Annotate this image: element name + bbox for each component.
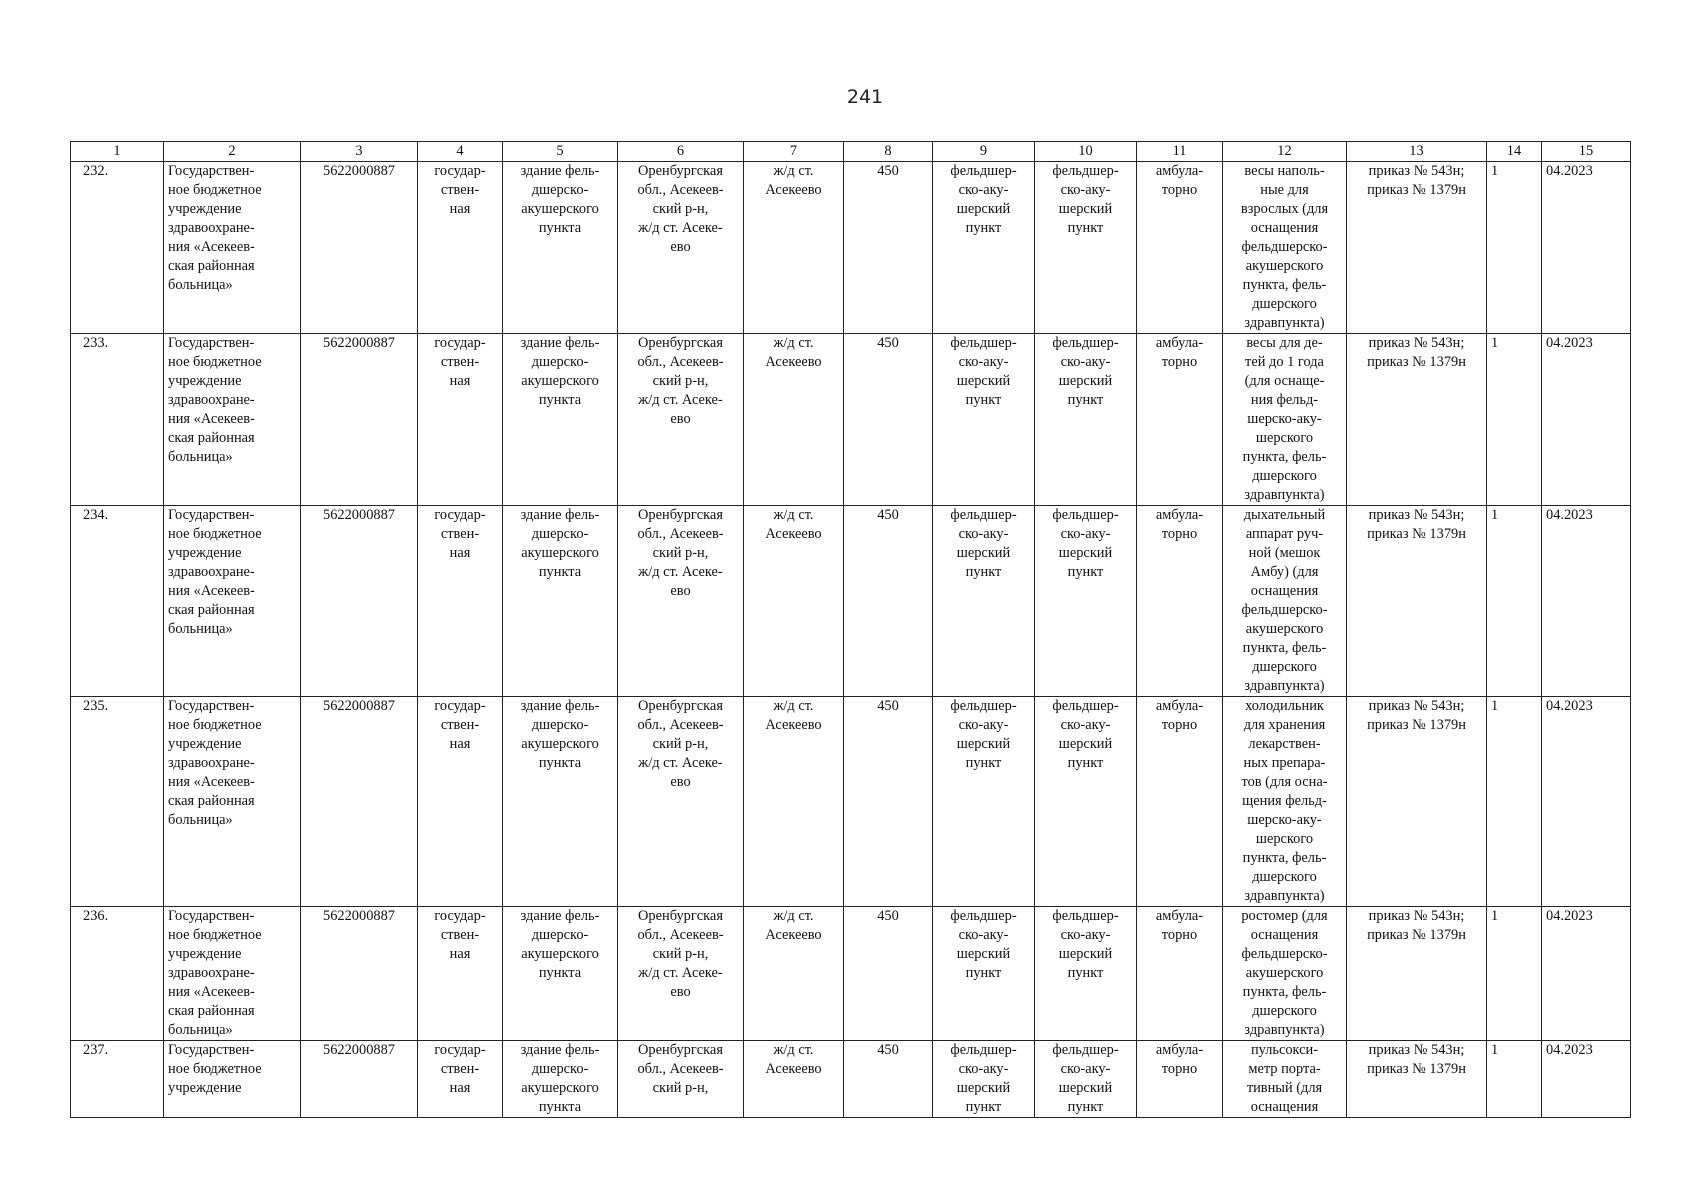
table-row [71, 697, 1631, 907]
organization-cell: Государствен- ное бюджетное учреждение здравоохране- ния «Асекеев- ская районная больница» [164, 506, 301, 697]
quantity-cell: 1 [1487, 1041, 1542, 1118]
location-cell: ж/д ст. Асекеево [744, 1041, 844, 1118]
row-number-cell: 235. [71, 697, 164, 907]
basis-cell: приказ № 543н; приказ № 1379н [1347, 334, 1487, 506]
register-body [71, 162, 1631, 1118]
address-cell: Оренбургская обл., Асекеев- ский р-н, [618, 1041, 744, 1118]
building-cell: здание фель- дшерско- акушерского пункта [503, 697, 618, 907]
location-cell: ж/д ст. Асекеево [744, 907, 844, 1041]
location-cell: ж/д ст. Асекеево [744, 697, 844, 907]
ownership-cell: государ- ствен- ная [418, 697, 503, 907]
quantity-cell: 1 [1487, 334, 1542, 506]
date-cell: 04.2023 [1542, 697, 1631, 907]
facility-name-cell: фельдшер- ско-аку- шерский пункт [1035, 506, 1137, 697]
building-cell: здание фель- дшерско- акушерского пункта [503, 506, 618, 697]
column-number: 10 [1035, 142, 1137, 162]
care-mode-cell: амбула- торно [1137, 907, 1223, 1041]
column-8-cell: 450 [844, 907, 933, 1041]
organization-cell: Государствен- ное бюджетное учреждение здравоохране- ния «Асекеев- ская районная больница» [164, 334, 301, 506]
inn-cell: 5622000887 [301, 1041, 418, 1118]
column-number: 14 [1487, 142, 1542, 162]
facility-name-cell: фельдшер- ско-аку- шерский пункт [1035, 697, 1137, 907]
organization-cell: Государствен- ное бюджетное учреждение здравоохране- ния «Асекеев- ская районная больница» [164, 907, 301, 1041]
quantity-cell: 1 [1487, 907, 1542, 1041]
column-number: 11 [1137, 142, 1223, 162]
equipment-cell: дыхательный аппарат руч- ной (мешок Амбу) (для оснащения фельдшерско- акушерского пункта, фель- дшерского здравпункта) [1223, 506, 1347, 697]
row-number-cell: 237. [71, 1041, 164, 1118]
date-cell: 04.2023 [1542, 506, 1631, 697]
location-cell: ж/д ст. Асекеево [744, 162, 844, 334]
facility-type-cell: фельдшер- ско-аку- шерский пункт [933, 1041, 1035, 1118]
basis-cell: приказ № 543н; приказ № 1379н [1347, 162, 1487, 334]
column-number: 6 [618, 142, 744, 162]
date-cell: 04.2023 [1542, 334, 1631, 506]
column-8-cell: 450 [844, 1041, 933, 1118]
table-row [71, 162, 1631, 334]
quantity-cell: 1 [1487, 506, 1542, 697]
quantity-cell: 1 [1487, 697, 1542, 907]
register-table [70, 141, 1631, 1118]
facility-type-cell: фельдшер- ско-аку- шерский пункт [933, 506, 1035, 697]
equipment-cell: холодильник для хранения лекарствен- ных препара- тов (для осна- щения фельд- шерско-аку- шерского пункта, фель- дшерского здравпункта) [1223, 697, 1347, 907]
column-number: 2 [164, 142, 301, 162]
column-number: 8 [844, 142, 933, 162]
ownership-cell: государ- ствен- ная [418, 162, 503, 334]
table-row [71, 506, 1631, 697]
column-number: 7 [744, 142, 844, 162]
facility-type-cell: фельдшер- ско-аку- шерский пункт [933, 162, 1035, 334]
facility-name-cell: фельдшер- ско-аку- шерский пункт [1035, 907, 1137, 1041]
basis-cell: приказ № 543н; приказ № 1379н [1347, 697, 1487, 907]
facility-name-cell: фельдшер- ско-аку- шерский пункт [1035, 162, 1137, 334]
column-8-cell: 450 [844, 506, 933, 697]
inn-cell: 5622000887 [301, 506, 418, 697]
building-cell: здание фель- дшерско- акушерского пункта [503, 334, 618, 506]
location-cell: ж/д ст. Асекеево [744, 334, 844, 506]
inn-cell: 5622000887 [301, 162, 418, 334]
basis-cell: приказ № 543н; приказ № 1379н [1347, 506, 1487, 697]
row-number-cell: 233. [71, 334, 164, 506]
equipment-cell: весы наполь- ные для взрослых (для оснащения фельдшерско- акушерского пункта, фель- дшерского здравпункта) [1223, 162, 1347, 334]
facility-type-cell: фельдшер- ско-аку- шерский пункт [933, 907, 1035, 1041]
date-cell: 04.2023 [1542, 162, 1631, 334]
table-row [71, 334, 1631, 506]
ownership-cell: государ- ствен- ная [418, 334, 503, 506]
organization-cell: Государствен- ное бюджетное учреждение здравоохране- ния «Асекеев- ская районная больница» [164, 697, 301, 907]
address-cell: Оренбургская обл., Асекеев- ский р-н, ж/д ст. Асеке- ево [618, 162, 744, 334]
table-row [71, 1041, 1631, 1118]
inn-cell: 5622000887 [301, 334, 418, 506]
table-row [71, 907, 1631, 1041]
address-cell: Оренбургская обл., Асекеев- ский р-н, ж/д ст. Асеке- ево [618, 697, 744, 907]
care-mode-cell: амбула- торно [1137, 506, 1223, 697]
basis-cell: приказ № 543н; приказ № 1379н [1347, 907, 1487, 1041]
column-number: 5 [503, 142, 618, 162]
column-number: 3 [301, 142, 418, 162]
building-cell: здание фель- дшерско- акушерского пункта [503, 1041, 618, 1118]
care-mode-cell: амбула- торно [1137, 334, 1223, 506]
page-number: 241 [846, 86, 884, 108]
row-number-cell: 234. [71, 506, 164, 697]
column-number: 13 [1347, 142, 1487, 162]
inn-cell: 5622000887 [301, 907, 418, 1041]
location-cell: ж/д ст. Асекеево [744, 506, 844, 697]
care-mode-cell: амбула- торно [1137, 697, 1223, 907]
facility-type-cell: фельдшер- ско-аку- шерский пункт [933, 697, 1035, 907]
column-8-cell: 450 [844, 334, 933, 506]
date-cell: 04.2023 [1542, 907, 1631, 1041]
building-cell: здание фель- дшерско- акушерского пункта [503, 162, 618, 334]
inn-cell: 5622000887 [301, 697, 418, 907]
column-8-cell: 450 [844, 162, 933, 334]
column-number: 15 [1542, 142, 1631, 162]
equipment-cell: ростомер (для оснащения фельдшерско- акушерского пункта, фель- дшерского здравпункта) [1223, 907, 1347, 1041]
column-number: 9 [933, 142, 1035, 162]
care-mode-cell: амбула- торно [1137, 162, 1223, 334]
facility-name-cell: фельдшер- ско-аку- шерский пункт [1035, 334, 1137, 506]
ownership-cell: государ- ствен- ная [418, 506, 503, 697]
address-cell: Оренбургская обл., Асекеев- ский р-н, ж/д ст. Асеке- ево [618, 334, 744, 506]
facility-name-cell: фельдшер- ско-аку- шерский пункт [1035, 1041, 1137, 1118]
row-number-cell: 232. [71, 162, 164, 334]
address-cell: Оренбургская обл., Асекеев- ский р-н, ж/д ст. Асеке- ево [618, 506, 744, 697]
ownership-cell: государ- ствен- ная [418, 1041, 503, 1118]
care-mode-cell: амбула- торно [1137, 1041, 1223, 1118]
column-number: 4 [418, 142, 503, 162]
organization-cell: Государствен- ное бюджетное учреждение [164, 1041, 301, 1118]
date-cell: 04.2023 [1542, 1041, 1631, 1118]
column-number-row [71, 142, 1631, 162]
equipment-cell: пульсокси- метр порта- тивный (для оснащения [1223, 1041, 1347, 1118]
equipment-cell: весы для де- тей до 1 года (для оснаще- ния фельд- шерско-аку- шерского пункта, фель- дшерского здравпункта) [1223, 334, 1347, 506]
column-number: 12 [1223, 142, 1347, 162]
quantity-cell: 1 [1487, 162, 1542, 334]
column-number: 1 [71, 142, 164, 162]
organization-cell: Государствен- ное бюджетное учреждение здравоохране- ния «Асекеев- ская районная больница» [164, 162, 301, 334]
ownership-cell: государ- ствен- ная [418, 907, 503, 1041]
building-cell: здание фель- дшерско- акушерского пункта [503, 907, 618, 1041]
basis-cell: приказ № 543н; приказ № 1379н [1347, 1041, 1487, 1118]
address-cell: Оренбургская обл., Асекеев- ский р-н, ж/д ст. Асеке- ево [618, 907, 744, 1041]
row-number-cell: 236. [71, 907, 164, 1041]
column-8-cell: 450 [844, 697, 933, 907]
facility-type-cell: фельдшер- ско-аку- шерский пункт [933, 334, 1035, 506]
